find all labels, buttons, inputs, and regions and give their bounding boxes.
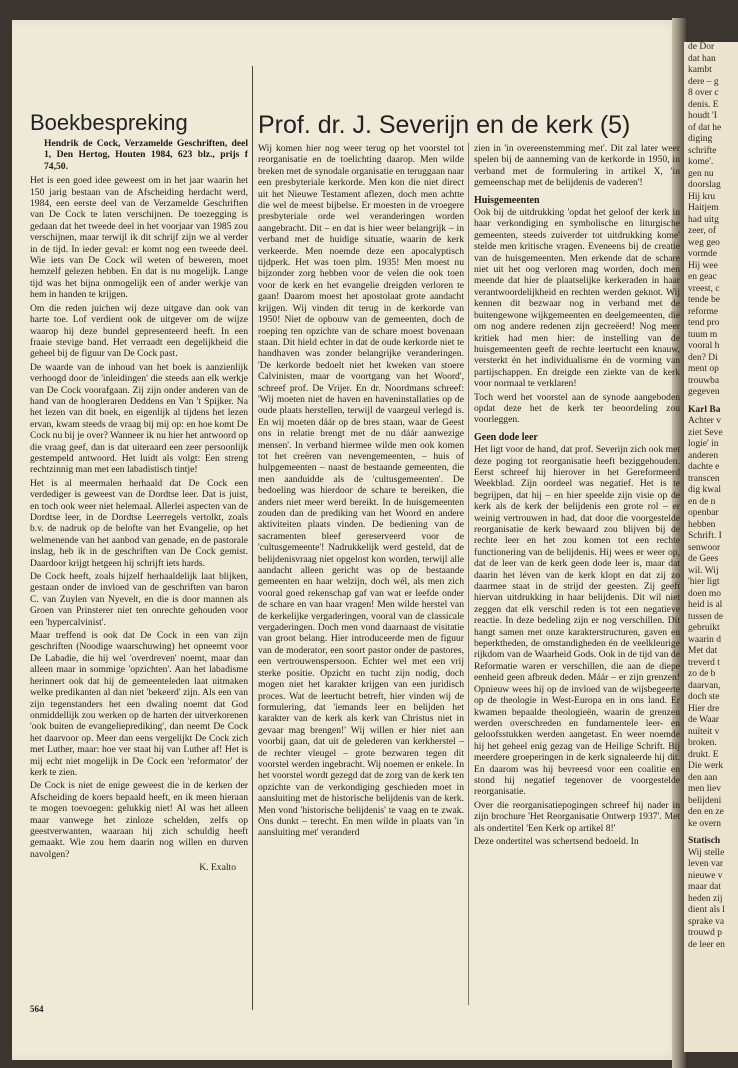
next-page-fragment: dient als l <box>688 905 725 915</box>
review-paragraph: De waarde van de inhoud van het boek is aanzienlijk verhoogd door de 'inleidingen' die steeds aan elk werkje van De Cock voorafgaan. Zij zijn onder anderen van de hand van de hoogleraren Deddens en Van 't Spijker. Na het lezen van dit boek, en eigenlijk al tijdens het lezen ervan, kwam steeds de vraag bij mij op: en hoe komt De Cock nu bij je over? Wanneer ik nu hier het antwoord op die vraag geef, dan is dat uiteraard een zeer persoonlijk gestempeld antwoord. Het luidt als volgt: Een streng rechtzinnig man met een labadistisch tintje! <box>30 361 248 476</box>
next-page-fragment: dere – g <box>688 76 719 87</box>
next-page-fragment: gen nu <box>688 168 714 179</box>
next-page-fragment: belijdeni <box>688 795 722 806</box>
next-page-fragment: Statisch <box>688 836 721 846</box>
section-heading-huisgemeenten: Huisgemeenten <box>474 194 540 206</box>
next-page-fragment: Karl Ba <box>688 404 721 415</box>
next-page-fragment: weg geo <box>688 237 720 248</box>
article-paragraph: zien in 'in overeenstemming met'. Dit zal later weer spelen bij de aanneming van de kerkorde in 1950, in verband met de formulering in artikel X, 'in gemeenschap met de belijdenis de vaderen'! <box>474 143 680 189</box>
review-paragraph: Maar treffend is ook dat De Cock in een van zijn geschriften (Noodige waarschuwing) het opneemt voor De Labadie, die hij wel 'overdreven' noemt, maar dan alleen maar in sommige 'opzichten'. Aan het labadisme herinnert ook dat hij de gemeenteleden laat uitmaken welke predikanten al dan niet 'bekeerd' zijn. Als een van zijn tegenstanders het een dwaling noemt dat God onmiddellijk zou werken op de harten der uitverkorenen 'ook buiten de evangelieprediking', dan neemt De Cock het daarvoor op. Meer dan eens vergelijkt De Cock zich met Luther, maar: hoe ver staat hij van Luther af! Het is mij echt niet mogelijk in De Cock een 'reformator' der kerk te zien. <box>30 630 248 778</box>
next-page-fragment: had uitg <box>688 214 719 225</box>
next-page-fragment: doen mo <box>688 588 721 599</box>
review-paragraph: De Cock heeft, zoals hijzelf herhaaldelijk laat blijken, gestaan onder de invloed van de geschriften van baron C. van Zuylen van Nyevelt, en die is door mannen als Groen van Prinsterer niet ten onrechte gehouden voor een 'hypercalvinist'. <box>30 571 248 628</box>
next-page-fragment: den aan <box>688 772 718 783</box>
next-page-fragment: heden zij <box>688 893 723 904</box>
next-page-fragment: houdt 'I <box>688 111 717 121</box>
next-page-fragment: dat han <box>688 53 716 64</box>
next-page-fragment: men liev <box>688 784 721 794</box>
section-heading-geen-dode-leer: Geen dode leer <box>474 431 538 443</box>
next-page-fragment: gegeven <box>688 387 720 397</box>
next-page-fragment: zeer, of <box>688 226 717 236</box>
next-page-fragment: transcen <box>688 473 720 484</box>
article-paragraph: Het ligt voor de hand, dat prof. Severijn zich ook met deze poging tot reorganisatie heeft beziggehouden. Eerst schreef hij hierover in het Gereformeerd Weekblad. Zijn oordeel was negatief. Het is te begrijpen, dat hij – en hier speelde zijn visie op de kerk als de kerk der belijdenis een grote rol – er weinig vertrouwen in had, dat door die voorgestelde reorganisatie de kerk bewaard zou blijven bij de rechte leer en het zou komen tot een rechte functionering van de belijdenis. Hij wees er weer op, dat de leer van de kerk geen dode leer is, maar dat daarin het léven van de kerk klopt en dat zij zo daarmee staat in de strijd der geesten. Zij geeft hiervan uitdrukking in haar belijdenis. Dit wil niet zeggen dat elk verschil reden is tot een negatieve reactie. In deze bedeling zijn er nog verschillen. Dit hangt samen met onze karakterstructuren, gaven en beperktheden, de omstandigheden én de veelkleurige rijkdom van de Waarheid Gods. Ook in de tijd van de Reformatie waren er verschillen, die aan de diepe eenheid geen afbreuk deden. Máár – er zijn grenzen! Opnieuw wees hij op de invloed van de wijsbegeerte op de theologie in West-Europa en in ons land. Er kwamen bepaalde theologieën, waarin de grenzen werden overschreden en fundamentele leer- en geloofsstukken werden aangetast. En weer noemde hij het geheel enig gezag van de Heilige Schrift. Bij meerdere groeperingen in de kerk signaleerde hij dit. En daarom was hij bevreesd voor een coalitie en stond hij negatief tegenover de voorgestelde reorganisatie. <box>474 444 680 798</box>
next-page-fragment: 8 over c <box>688 88 719 98</box>
next-page-fragment: en geac <box>688 272 717 282</box>
next-page-fragment: senwoor <box>688 542 721 553</box>
next-page-fragment: trouwd p <box>688 928 723 938</box>
page-number: 564 <box>30 1004 44 1014</box>
next-page-fragment: gebruikt <box>688 623 720 633</box>
next-page-fragment: Hij wee <box>688 260 718 271</box>
next-page-fragment: dachte e <box>688 462 720 472</box>
article-paragraph: Deze ondertitel was schertsend bedoeld. In <box>474 835 639 847</box>
next-page-fragment: en de n <box>688 496 716 507</box>
next-page-fragment: zo de b <box>688 669 716 679</box>
book-review <box>30 110 248 874</box>
next-page-fragment: tuum m <box>688 329 718 340</box>
next-page-fragment: ke overn <box>688 818 721 829</box>
next-page-edge <box>684 42 738 1052</box>
next-page-fragment: broken. <box>688 738 717 748</box>
next-page-fragment: vreest, c <box>688 283 720 294</box>
next-page-fragment: waarin d <box>688 634 721 645</box>
next-page-fragment: de Waar <box>688 715 719 725</box>
article-paragraph: Ook bij de uitdrukking 'opdat het geloof der kerk in haar verkondiging en symbolische en liturgische gemeenten, steeds zuiverder tot uitdrukking kome' stelde men kritische vragen. Eveneens bij de creatie van de huisgemeenten. Men erkende dat de schare niet uit het oog verloren mag worden, doch men meende dat hier de plaatselijke kerkeraden in haar verantwoordelijkheid en rechten werden geknot. Wij kennen dit bezwaar nog in verband met de buitengewone wijkgemeenten en deelgemeenten, die om nog andere redenen zijn gecreëerd! Nog meer kritiek had men hier: de instelling van de huisgemeenten geeft de rechte leertucht een knauw, versterkt én het individualisme én de vorming van partijschappen. En dreigde een ziekte van de kerk voor normaal te verklaren! <box>474 207 680 390</box>
article-column-1 <box>258 143 464 841</box>
next-page-fragment: hebben <box>688 519 716 530</box>
next-page-fragment: of dat he <box>688 122 722 133</box>
next-page-fragment: heid is al <box>688 600 723 610</box>
review-paragraph: Het is al meermalen herhaald dat De Cock een verdediger is geweest van de Dordtse leer. Dat is juist, en toch ook weer niet helemaal. Allerlei aspecten van de Dordtse leer, in de Dordtse Leerregels vertolkt, zoals b.v. de nadruk op de belofte van het Evangelie, op het welmenende van het aanbod van genade, en de pastorale inslag, heb ik in de geschriften van De Cock gemist. Daardoor krijgt hetgeen hij schrijft iets hards. <box>30 477 248 569</box>
next-page-fragment: drukt. E <box>688 749 719 760</box>
next-page-fragment: treverd t <box>688 657 720 668</box>
next-page-fragment: Hier dre <box>688 703 720 714</box>
next-page-fragment: den? Di <box>688 352 718 363</box>
next-page-fragment: Achter v <box>688 416 721 426</box>
article-title: Prof. dr. J. Severijn en de kerk (5) <box>258 111 631 139</box>
next-page-fragment: Wij stelle <box>688 847 725 858</box>
next-page-fragment: trouwba <box>688 375 720 386</box>
next-page-fragment: leven var <box>688 859 724 869</box>
next-page-fragment: openbar <box>688 508 719 518</box>
next-page-fragment: Schrift. I <box>688 531 722 541</box>
next-page-fragment: tende be <box>688 295 720 305</box>
next-page-fragment: doorslag <box>688 180 721 190</box>
next-page-fragment: Haitjem <box>688 203 719 213</box>
article-column-2 <box>474 143 680 849</box>
next-page-fragment: nieuwe v <box>688 870 723 881</box>
review-heading: Boekbespreking <box>30 110 188 135</box>
next-page-fragment: anderen <box>688 450 719 461</box>
next-page-fragment: ment op <box>688 364 719 374</box>
article-paragraph: Wij komen hier nog weer terug op het voorstel tot reorganisatie en de toelichting daarop. Men wilde breken met de synodale organisatie en teruggaan naar een presbyteriale kerkorde. Men kon die niet direct uit het Nieuwe Testament aflezen, doch men achtte die wel de meest bijbelse. Er moesten in de vroegere presbyteriale orde wel veranderingen worden aangebracht. Dit – en dat is hier weer belangrijk – in verband met de huidige situatie, waarin de kerk verkeerde. Men noemde deze een apocalyptisch tijdperk. Het was toen plm. 1935! Men moest nu bijzonder zorg hebben voor de velen die ook toen voor de kerk en het evangelie dreigden verloren te gaan! Daarom moest het apostolaat grote aandacht krijgen. Wij vinden dit terug in de kerkorde van 1950! Niet de opbouw van de gemeenten, doch de roeping ten opzichte van de schare moest bovenaan staan. Dit hield echter in dat de oude kerkorde niet te handhaven was zonder belangrijke veranderingen. 'De kerkorde bedoelt niet het kweken van stoere Calvinisten, maar de voortgang van het Woord', schreef prof. De Vrijer. En dr. Noordmans schreef: 'Wij moeten niet de haven en haveninstallaties op de oude plaats herstellen, terwijl de vaargeul verlegd is. En wij moeten dáár op de bres staan, waar de Geest ons in relatie brengt met de nu dáár aanwezige mensen'. In verband hiermee wilde men ook komen tot het creëren van nevengemeenten, – huis of hulpgemeenten – naast de bestaande gemeenten, die men aanduidde als de 'cultusgemeenten'. De bedoeling was hierdoor de schare te bereiken, die anders niet meer werd bereikt. In de huisgemeenten zouden dan de prediking van het Woord en andere aktiviteiten plaats vinden. De bediening van de sacramenten bleef gereserveerd voor de 'cultusgemeente'! Nadrukkelijk werd gesteld, dat de belijdenisvraag niet opgelost kon worden, terwijl alle aandacht alleen gericht was op de bestaande gemeenten en haar welzijn, doch wél, als men zich vooral goed rekenschap gaf van wat er leefde onder de schare en van haar vragen! Men wilde herstel van de kerkelijke vergaderingen, vooral van de classicale vergaderingen. Doch men vond daarnaast de visitatie van groot belang. Hier introduceerde men de figuur van de moderator, een soort pastor onder de pastores, een vertrouwenspersoon. Echter wel met een vrij sterke positie. Opzicht en tucht zijn nodig, doch mogen niet het karakter krijgen van een juridisch proces. Wat de leertucht betreft, hier vinden wij de formulering, dat 'iemands leer en belijden het karakter van de kerk als kerk van Christus niet in gevaar mag brengen!' Wij willen er hier niet aan voorbij gaan, dat uit de gelederen van kerkherstel – de rechter vleugel – grote bezwaren tegen dit voorstel werden ingebracht. Wij noemen er enkele. In het voorstel wordt gezegd dat de zorg van de kerk ten opzichte van de verkondiging geschieden moet in aansluiting met de historische belijdenis van de kerk. Men vond 'historische belijdenis' te vaag en te zwak. Ons dunkt – terecht. En men wilde in plaats van 'in aansluiting met' veranderd <box>258 143 464 839</box>
next-page-fragment: kambt <box>688 65 712 75</box>
next-page-fragment: tussen de <box>688 611 724 622</box>
next-page-fragment: Met dat <box>688 646 718 656</box>
review-signature: K. Exalto <box>199 862 236 874</box>
next-page-fragment: wil. Wij <box>688 565 719 576</box>
next-page-fragment: 'hier ligt <box>688 577 720 587</box>
article-paragraph: Over die reorganisatiepogingen schreef hij nader in zijn brochure 'Het Reorganisatie Ontwerp 1937'. Met als ondertitel 'Een Kerk op artikel 8!' <box>474 799 680 834</box>
column-rule-left <box>252 66 253 1010</box>
review-paragraph: De Cock is niet de enige geweest die in de kerken der Afscheiding de koers bepaald heeft, en ik meen hieraan te mogen toevoegen: gelukkig niet! Al was het alleen maar vanwege het zinloze schelden, zelfs op geestverwanten, waaraan hij zich schuldig heeft gemaakt. Wie zou hem daarin nog willen en durven navolgen? <box>30 780 248 860</box>
next-page-fragment: de Dor <box>688 42 715 52</box>
next-page-fragment: vooral h <box>688 341 720 351</box>
next-page-fragment: Hij kru <box>688 191 716 202</box>
next-page-fragment: logie' in <box>688 439 719 449</box>
next-page-fragment: de leer en <box>688 939 725 950</box>
article-paragraph: Toch werd het voorstel aan de synode aangeboden opdat deze het de kerk ter beoordeling zou voorleggen. <box>474 391 680 426</box>
review-paragraph: Om die reden juichen wij deze uitgave dan ook van harte toe. Lof verdient ook de uitgever om de wijze waarop hij deze bundel gepresenteerd heeft. In een fraaie stevige band. Het verraadt een degelijkheid die geheel bij de figuur van De Cock past. <box>30 302 248 360</box>
next-page-fragment: diging <box>688 134 713 144</box>
next-page-fragment: de Gees <box>688 554 719 564</box>
next-page-fragment: sprake va <box>688 916 725 927</box>
review-paragraph: Het is een goed idee geweest om in het jaar waarin het 150 jarig bestaan van de Afscheiding herdacht werd, 1984, een eerste deel van de Verzamelde Geschriften van De Cock te laten verschijnen. De toezegging is gedaan dat het tweede deel in het voorjaar van 1985 zou verschijnen, maar terwijl ik dit schrijf zijn we al verder in de tijd. In ieder geval: er komt nog een tweede deel. Wie iets van De Cock wil weten of beweren, moet hemzelf gelezen hebben. En dat is nu mogelijk. Lange tijd was het bijna onmogelijk een of ander werkje van hem in handen te krijgen. <box>30 175 248 301</box>
next-page-fragment: nuïteit v <box>688 726 720 737</box>
next-page-fragment: vormde <box>688 249 718 259</box>
next-page-fragment: kome'. <box>688 157 714 167</box>
next-page-fragment: den en ze <box>688 807 724 817</box>
next-page-fragment: Die werk <box>688 761 724 771</box>
review-book-meta: Hendrik de Cock, Verzamelde Geschriften, deel 1, Den Hertog, Houten 1984, 623 blz., prijs f 74,50. <box>44 138 248 172</box>
next-page-fragment: tend pro <box>688 318 720 328</box>
next-page-fragment: maar dat <box>688 882 721 892</box>
next-page-fragment: dig kwal <box>688 485 721 495</box>
next-page-fragment: ziet Seve <box>688 427 723 438</box>
next-page-fragment: doch ste <box>688 692 720 702</box>
next-page-fragment: daarvan, <box>688 680 721 691</box>
next-page-fragment: denis. E <box>688 99 719 110</box>
column-rule-middle <box>468 143 469 1005</box>
next-page-fragment: reforme <box>688 306 719 317</box>
next-page-fragment: schrifte <box>688 145 717 156</box>
